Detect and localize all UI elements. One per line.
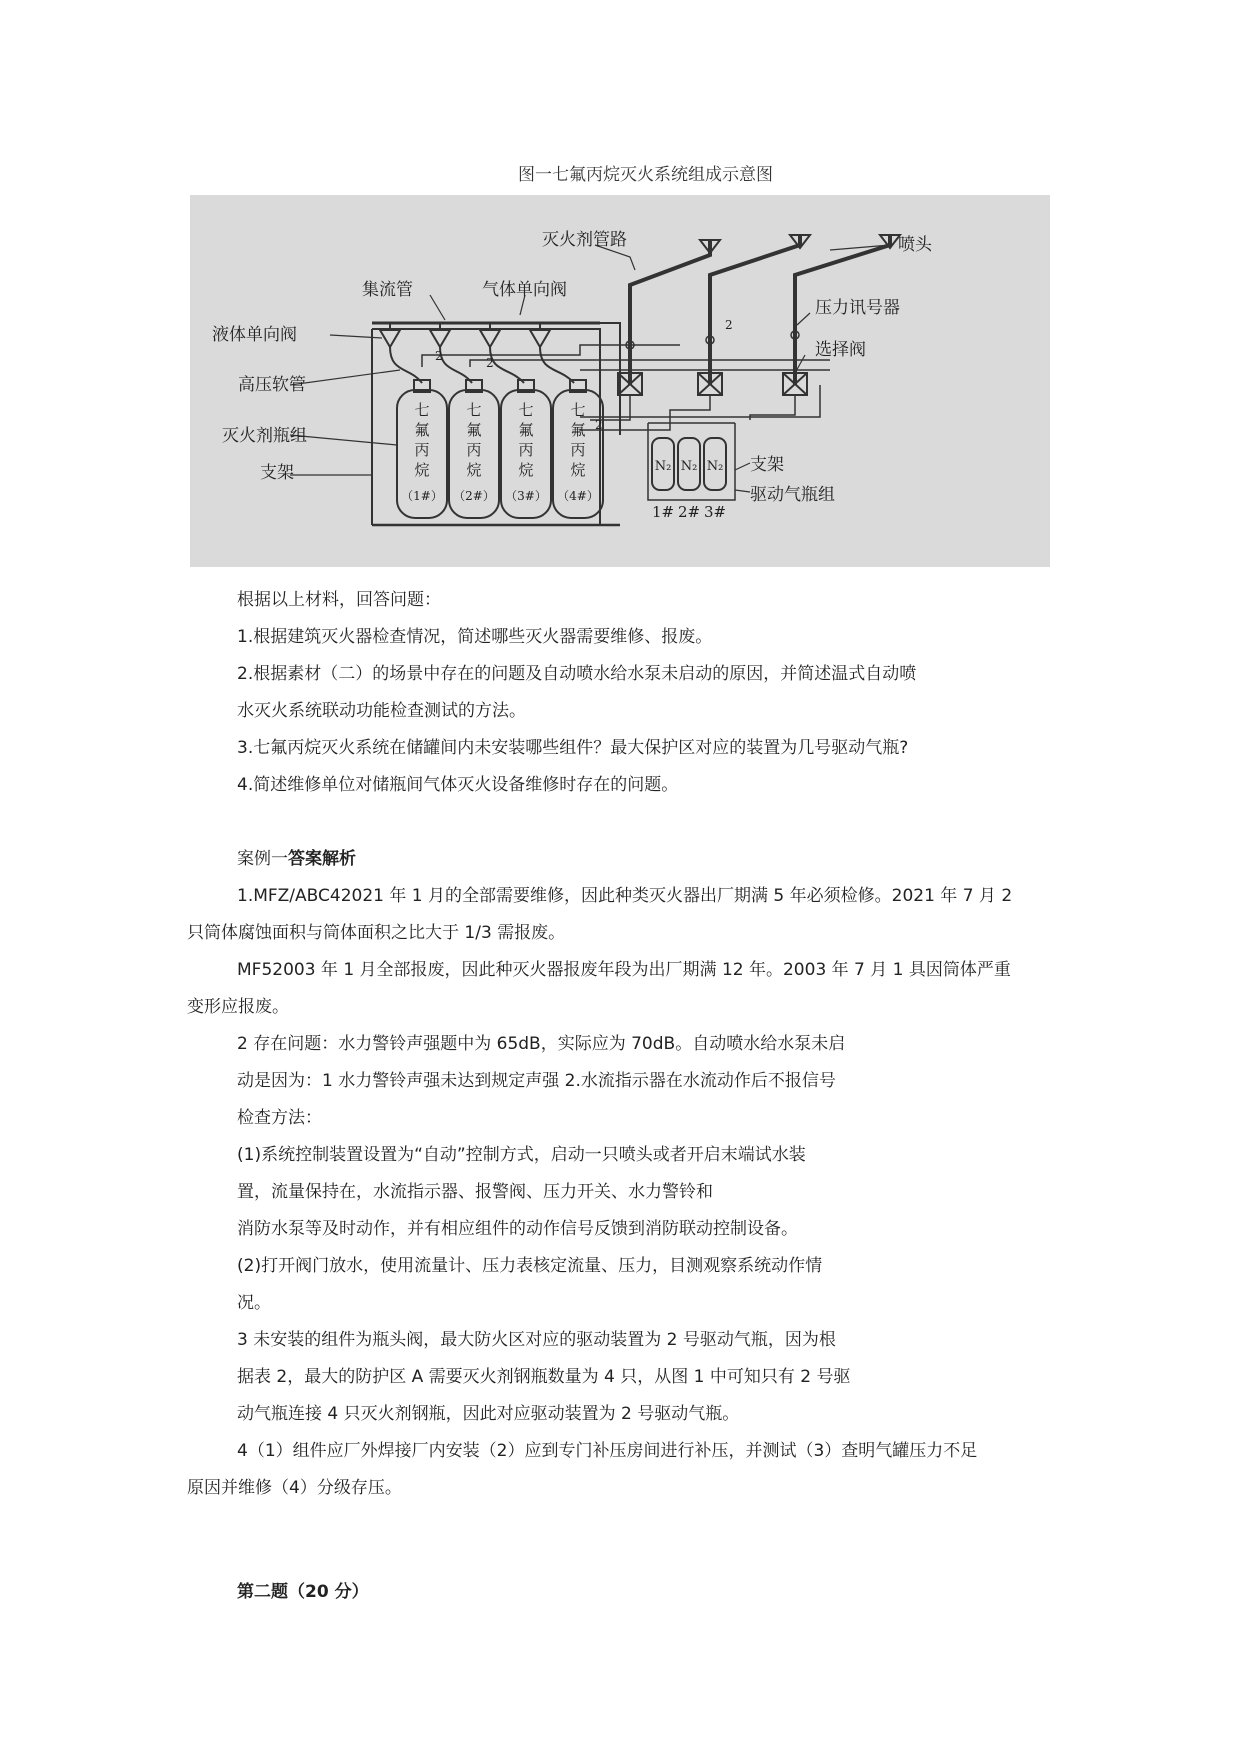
pipe-mark: 2: [435, 349, 443, 363]
cylinder-1-char-2: 氟: [414, 421, 430, 439]
answer-4-line-1: 4（1）组件应厂外焊接厂内安装（2）应到专门补压房间进行补压，并测试（3）查明气罐压力不足: [237, 1441, 978, 1461]
answer-3-line-3: 动气瓶连接 4 只灭火剂钢瓶，因此对应驱动装置为 2 号驱动气瓶。: [237, 1404, 740, 1424]
label-rack-left: 支架: [260, 463, 294, 483]
label-rack-right: 支架: [750, 455, 784, 475]
second-question-heading: 第二题（20 分）: [237, 1582, 369, 1602]
label-liquid-check-valve: 液体单向阀: [212, 325, 297, 345]
answer-3-line-1: 3 未安装的组件为瓶头阀，最大防火区对应的驱动装置为 2 号驱动气瓶，因为根: [237, 1330, 836, 1350]
answer-2-line-2: 动是因为：1 水力警铃声强未达到规定声强 2.水流指示器在水流动作后不报信号: [237, 1071, 836, 1091]
cylinder-2-char-4: 烷: [466, 461, 482, 479]
figure-caption: 图一七氟丙烷灭火系统组成示意图: [518, 165, 773, 185]
answer-1-line-4: 变形应报废。: [187, 997, 289, 1017]
answer-3-line-2: 据表 2，最大的防护区 A 需要灭火剂钢瓶数量为 4 只，从图 1 中可知只有 2 号驱: [237, 1367, 851, 1387]
cylinder-1-num: （1#）: [401, 489, 443, 503]
label-gas-check-valve: 气体单向阀: [482, 280, 567, 300]
cylinder-2-char-2: 氟: [466, 421, 482, 439]
selector-valve-icons: [618, 373, 807, 395]
cylinder-1-char-1: 七: [414, 401, 430, 419]
label-manifold: 集流管: [362, 280, 413, 300]
answer-1-line-1: 1.MFZ/ABC42021 年 1 月的全部需要维修，因此种类灭火器出厂期满 5 年必须检修。2021 年 7 月 2: [237, 886, 1013, 906]
answer-2-line-7: (2)打开阀门放水，使用流量计、压力表核定流量、压力，目测观察系统动作情: [237, 1256, 823, 1276]
answer-1-line-2: 只筒体腐蚀面积与筒体面积之比大于 1/3 需报废。: [187, 923, 566, 943]
label-nozzle: 喷头: [898, 235, 932, 255]
label-pipeline: 灭火剂管路: [542, 230, 627, 250]
question-2-line-2: 水灭火系统联动功能检查测试的方法。: [237, 701, 526, 721]
answer-4-line-2: 原因并维修（4）分级存压。: [187, 1478, 402, 1498]
answer-2-line-3: 检查方法：: [237, 1108, 322, 1128]
cylinder-4-char-4: 烷: [570, 461, 586, 479]
question-4: 4.简述维修单位对储瓶间气体灭火设备维修时存在的问题。: [237, 775, 679, 795]
label-pressure-switch: 压力讯号器: [815, 298, 900, 318]
cylinder-4-num: （4#）: [557, 489, 599, 503]
drive-cylinder-3-num: 3#: [703, 503, 727, 521]
answer-1-line-3: MF52003 年 1 月全部报废，因此种灭火器报废年段为出厂期满 12 年。2003 年 7 月 1 具因筒体严重: [237, 960, 1011, 980]
label-cylinder-group: 灭火剂瓶组: [222, 426, 307, 446]
cylinder-3-char-4: 烷: [518, 461, 534, 479]
cylinder-2-char-3: 丙: [466, 441, 482, 459]
cylinder-4-char-2: 氟: [570, 421, 586, 439]
cylinder-1-char-4: 烷: [414, 461, 430, 479]
drive-cylinder-1-num: 1#: [651, 503, 675, 521]
drive-cylinder-2-label: N₂: [680, 459, 698, 474]
drive-cylinder-1-label: N₂: [654, 459, 672, 474]
answers-heading: [237, 848, 356, 870]
question-2-line-1: 2.根据素材（二）的场景中存在的问题及自动喷水给水泵未启动的原因，并简述温式自动喷: [237, 664, 917, 684]
cylinder-2-num: （2#）: [453, 489, 495, 503]
answers-heading-prefix: 案例一: [237, 849, 288, 869]
label-hose: 高压软管: [238, 375, 306, 395]
extinguishing-system-diagram: [190, 195, 1050, 567]
answers-heading-title: 答案解析: [288, 849, 356, 869]
drive-cylinder-2-num: 2#: [677, 503, 701, 521]
cylinder-1-char-3: 丙: [414, 441, 430, 459]
pressure-switch-icons: [626, 331, 799, 349]
answer-2-line-8: 况。: [237, 1293, 271, 1313]
drive-cylinder-3-label: N₂: [706, 459, 724, 474]
questions-intro: 根据以上材料，回答问题：: [237, 590, 441, 610]
answer-2-line-5: 置，流量保持在，水流指示器、报警阀、压力开关、水力警铃和: [237, 1182, 713, 1202]
question-3: 3.七氟丙烷灭火系统在储罐间内未安装哪些组件？最大保护区对应的装置为几号驱动气瓶?: [237, 738, 909, 758]
answer-2-line-1: 2 存在问题：水力警铃声强题中为 65dB，实际应为 70dB。自动喷水给水泵未启: [237, 1034, 846, 1054]
label-selector-valve: 选择阀: [815, 340, 866, 360]
cylinder-4-char-1: 七: [570, 401, 586, 419]
cylinder-3-char-1: 七: [518, 401, 534, 419]
cylinder-3-num: （3#）: [505, 489, 547, 503]
label-drive-group: 驱动气瓶组: [750, 485, 835, 505]
pipe-mark: 2: [486, 356, 494, 370]
cylinder-2-char-1: 七: [466, 401, 482, 419]
gas-control-line: [422, 345, 830, 370]
cylinder-3-char-3: 丙: [518, 441, 534, 459]
pipe-mark: 2: [595, 418, 603, 432]
liquid-check-valve-icons: [380, 323, 550, 347]
answer-2-line-4: (1)系统控制装置设置为“自动”控制方式，启动一只喷头或者开启末端试水装: [237, 1145, 806, 1165]
high-pressure-hose-icons: [390, 347, 574, 383]
cylinder-3-char-2: 氟: [518, 421, 534, 439]
answer-2-line-6: 消防水泵等及时动作，并有相应组件的动作信号反馈到消防联动控制设备。: [237, 1219, 798, 1239]
question-1: 1.根据建筑灭火器检查情况，简述哪些灭火器需要维修、报废。: [237, 627, 713, 647]
cylinder-4-char-3: 丙: [570, 441, 586, 459]
pipe-mark: 2: [725, 318, 733, 332]
